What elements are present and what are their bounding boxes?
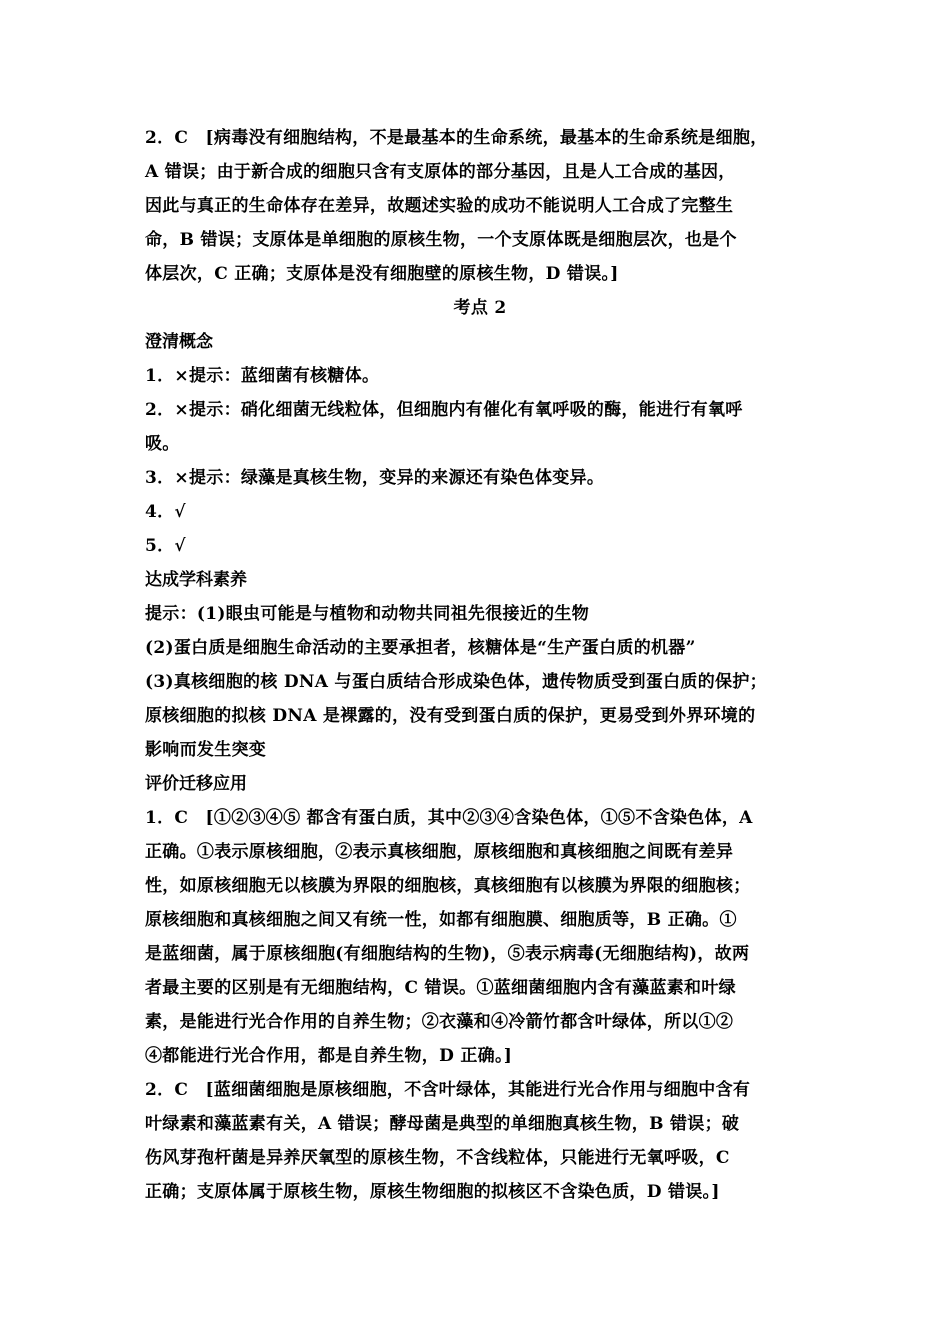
literacy-section [145,563,815,767]
text-line: 性，如原核细胞无以核膜为界限的细胞核，真核细胞有以核膜为界限的细胞核； [145,876,751,896]
text-line: 体层次，C 正确；支原体是没有细胞壁的原核生物，D 错误。] [145,264,619,284]
text-line: (3)真核细胞的核 DNA 与蛋白质结合形成染色体，遗传物质受到蛋白质的保护； [145,672,767,692]
text-line: 者最主要的区别是有无细胞结构，C 错误。①蓝细菌细胞内含有藻蓝素和叶绿 [145,978,736,998]
text-line: 素，是能进行光合作用的自养生物；②衣藻和④冷箭竹都含叶绿体，所以①② [145,1012,734,1032]
text-line: 原核细胞的拟核 DNA 是裸露的，没有受到蛋白质的保护，更易受到外界环境的 [145,706,756,726]
text-line: 吸。 [145,434,180,454]
text-line: 2．×提示：硝化细菌无线粒体，但细胞内有催化有氧呼吸的酶，能进行有氧呼 [145,400,743,420]
text-line: 提示：(1)眼虫可能是与植物和动物共同祖先很接近的生物 [145,604,590,624]
text-line: 影响而发生突变 [145,740,267,760]
text-line: ④都能进行光合作用，都是自养生物，D 正确。] [145,1046,513,1066]
text-line: 因此与真正的生命体存在差异，故题述实验的成功不能说明人工合成了完整生 [145,196,734,216]
text-line: 原核细胞和真核细胞之间又有统一性，如都有细胞膜、细胞质等，B 正确。① [145,910,737,930]
evaluate-heading: 评价迁移应用 [145,774,247,794]
clarify-heading: 澄清概念 [145,332,213,352]
text-line: 正确；支原体属于原核生物，原核生物细胞的拟核区不含染色质，D 错误。] [145,1182,720,1202]
answer-page [145,121,815,1209]
text-line: 是蓝细菌，属于原核细胞(有细胞结构的生物)，⑤表示病毒(无细胞结构)，故两 [145,944,750,964]
literacy-heading: 达成学科素养 [145,570,247,590]
text-line: 伤风芽孢杆菌是异养厌氧型的原核生物，不含线粒体，只能进行无氧呼吸，C [145,1148,730,1168]
answer-block-2 [145,121,815,291]
text-line: A 错误；由于新合成的细胞只含有支原体的部分基因，且是人工合成的基因， [145,162,736,182]
section-title: 考点 2 [453,298,507,318]
text-line: 2．C [蓝细菌细胞是原核细胞，不含叶绿体，其能进行光合作用与细胞中含有 [145,1080,751,1100]
text-line: 2．C [病毒没有细胞结构，不是最基本的生命系统，最基本的生命系统是细胞， [145,128,768,148]
text-line: 命，B 错误；支原体是单细胞的原核生物，一个支原体既是细胞层次，也是个 [145,230,737,250]
text-line: 3．×提示：绿藻是真核生物，变异的来源还有染色体变异。 [145,468,605,488]
text-line: 4．√ [145,502,186,522]
text-line: 1．C [①②③④⑤ 都含有蛋白质，其中②③④含染色体，①⑤不含染色体，A [145,808,753,828]
text-line: 叶绿素和藻蓝素有关，A 错误；酵母菌是典型的单细胞真核生物，B 错误；破 [145,1114,740,1134]
evaluate-section [145,767,815,1209]
text-line: 5．√ [145,536,186,556]
text-line: 正确。①表示原核细胞，②表示真核细胞，原核细胞和真核细胞之间既有差异 [145,842,734,862]
text-line: 1．×提示：蓝细菌有核糖体。 [145,366,380,386]
clarify-section [145,325,815,563]
text-line: (2)蛋白质是细胞生命活动的主要承担者，核糖体是“生产蛋白质的机器” [145,638,696,658]
